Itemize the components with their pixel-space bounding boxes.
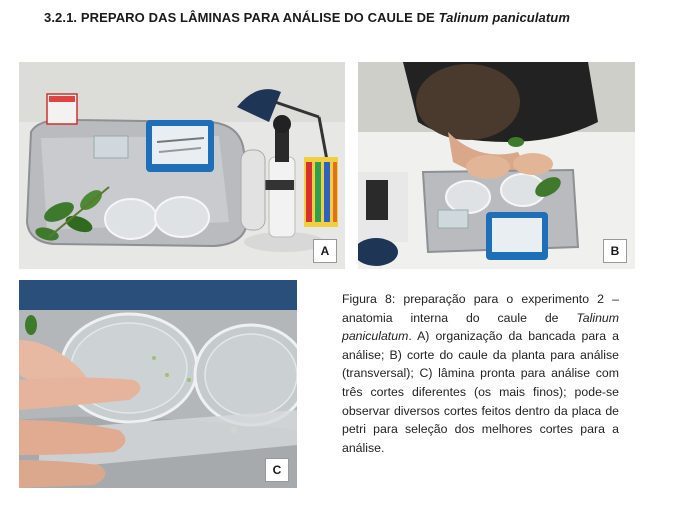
stem-cutting-image [358,62,635,269]
section-heading [44,10,570,25]
prepared-slide-image [19,280,297,488]
bench-organization-image [19,62,345,269]
figure-photo-b [358,62,635,269]
section-number: 3.2.1. [44,10,78,25]
figure-photo-c [19,280,297,488]
figure-label-a: A [313,239,337,263]
figure-photo-a [19,62,345,269]
caption-species-genus: Talinum [576,310,619,325]
section-title-species: Talinum paniculatum [438,10,570,25]
caption-prefix: Figura 8: preparação para o experimento 2 – anatomia interna do caule de [342,292,619,325]
figure-caption [342,290,619,457]
caption-species-epithet: paniculatum [342,329,409,344]
figure-label-b: B [603,239,627,263]
caption-body: . A) organização da bancada para a análise; B) corte do caule da planta para análise (transversal); C) lâmina pronta para análise com três cortes diferentes (os mais finos); pode-se observar diversos cortes feitos dentro da placa de petri para seleção dos melhores cortes para a análise. [342,329,619,455]
figure-label-c: C [265,458,289,482]
section-title: PREPARO DAS LÂMINAS PARA ANÁLISE DO CAULE DE [80,10,435,25]
